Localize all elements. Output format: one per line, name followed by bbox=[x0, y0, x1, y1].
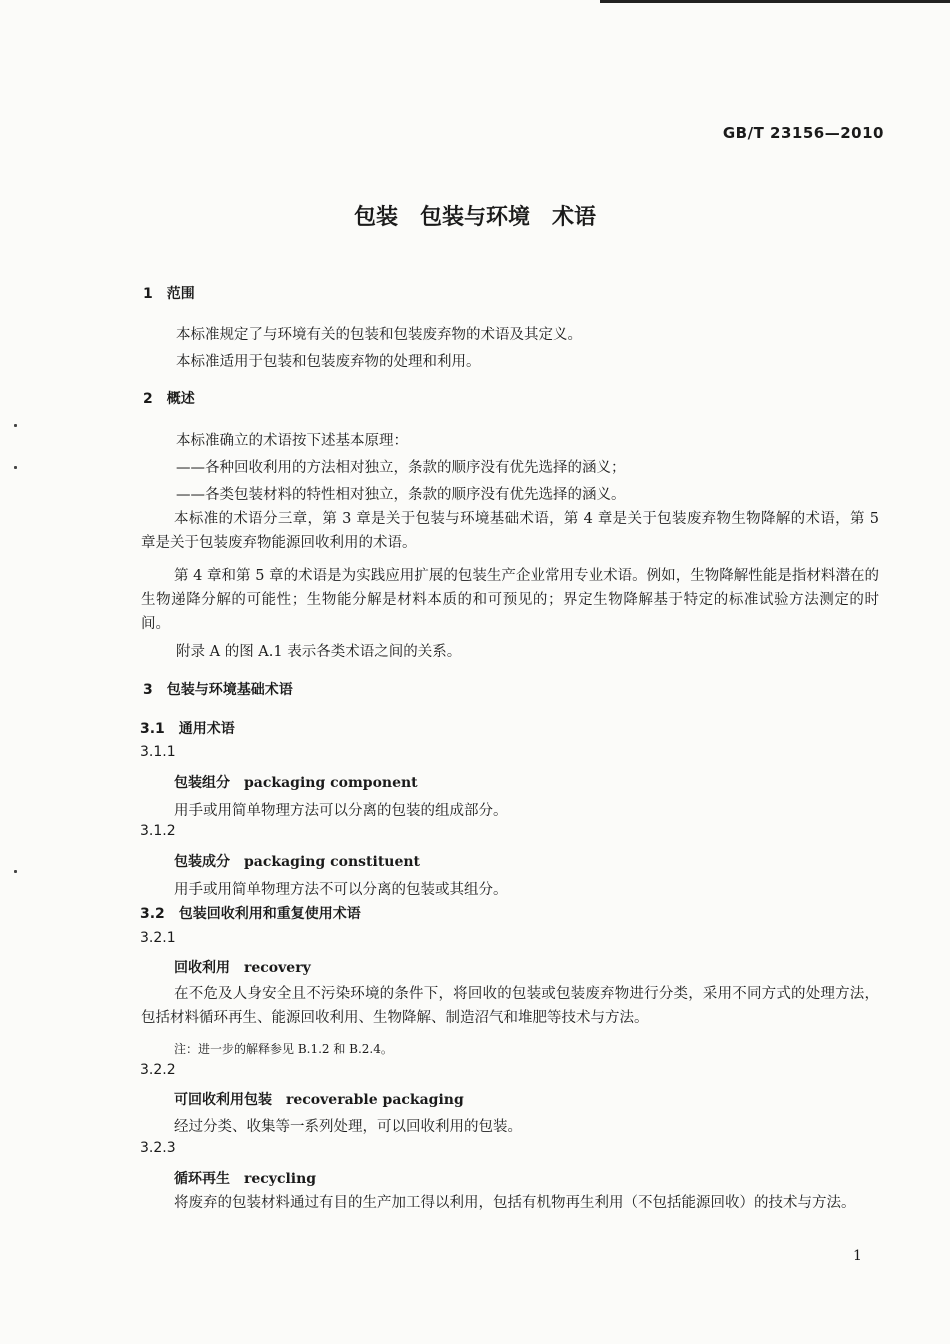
note: 注：进一步的解释参见 B.1.2 和 B.2.4。 bbox=[174, 1042, 393, 1056]
subsection-heading: 3.2 包装回收利用和重复使用术语 bbox=[140, 906, 361, 922]
term-definition: 将废弃的包装材料通过有目的生产加工得以利用，包括有机物再生利用（不包括能源回收）的技术与方法。 bbox=[174, 1195, 856, 1211]
subsection-heading: 3.1 通用术语 bbox=[140, 721, 235, 737]
term-zh: 包装成分 bbox=[174, 854, 230, 870]
term-zh: 可回收利用包装 bbox=[174, 1092, 272, 1108]
term-definition: 在不危及人身安全且不污染环境的条件下，将回收的包装或包装废弃物进行分类，采用不同方式的处理方法，包括材料循环再生、能源回收利用、生物降解、制造沼气和堆肥等技术与方法。 bbox=[141, 986, 879, 1026]
term-zh: 回收利用 bbox=[174, 960, 230, 976]
term-heading bbox=[174, 1168, 316, 1188]
term-heading bbox=[174, 1089, 464, 1109]
term-number: 3.2.3 bbox=[140, 1140, 176, 1156]
term-zh: 循环再生 bbox=[174, 1171, 230, 1187]
term-en: recoverable packaging bbox=[286, 1092, 464, 1108]
term-heading bbox=[174, 851, 420, 871]
section-1-heading: 1 范围 bbox=[143, 286, 195, 302]
term-en: packaging component bbox=[244, 775, 418, 791]
section-3-heading: 3 包装与环境基础术语 bbox=[143, 682, 293, 698]
term-number: 3.1.2 bbox=[140, 823, 176, 839]
scan-speck bbox=[14, 466, 17, 469]
term-heading bbox=[174, 957, 311, 977]
term-number: 3.1.1 bbox=[140, 744, 176, 760]
term-definition: 经过分类、收集等一系列处理，可以回收利用的包装。 bbox=[174, 1119, 522, 1135]
paragraph: 第 4 章和第 5 章的术语是为实践应用扩展的包装生产企业常用专业术语。例如，生物降解性能是指材料潜在的生物递降分解的可能性；生物能分解是材料本质的和可预见的；界定生物降解基于特定的标准试验方法测定的时间。 bbox=[141, 568, 879, 632]
term-definition: 用手或用简单物理方法可以分离的包装的组成部分。 bbox=[174, 803, 508, 819]
term-number: 3.2.2 bbox=[140, 1062, 176, 1078]
dash-item: ——各种回收利用的方法相对独立，条款的顺序没有优先选择的涵义； bbox=[176, 460, 626, 476]
page-title: 包装 包装与环境 术语 bbox=[353, 205, 596, 230]
term-zh: 包装组分 bbox=[174, 775, 230, 791]
paragraph: 本标准确立的术语按下述基本原理： bbox=[176, 433, 408, 449]
dash-item: ——各类包装材料的特性相对独立，条款的顺序没有优先选择的涵义。 bbox=[176, 487, 626, 503]
scan-speck bbox=[14, 424, 17, 427]
standard-code: GB/T 23156—2010 bbox=[722, 124, 884, 142]
scan-edge-line bbox=[600, 0, 950, 3]
paragraph: 本标准适用于包装和包装废弃物的处理和利用。 bbox=[176, 354, 481, 370]
term-en: recovery bbox=[244, 960, 311, 976]
section-2-heading: 2 概述 bbox=[143, 391, 195, 407]
scan-speck bbox=[14, 870, 17, 873]
paragraph: 本标准的术语分三章，第 3 章是关于包装与环境基础术语，第 4 章是关于包装废弃物生物降解的术语，第 5 章是关于包装废弃物能源回收利用的术语。 bbox=[141, 511, 879, 551]
term-number: 3.2.1 bbox=[140, 930, 176, 946]
term-heading bbox=[174, 772, 418, 792]
paragraph: 附录 A 的图 A.1 表示各类术语之间的关系。 bbox=[176, 644, 462, 660]
term-en: recycling bbox=[244, 1171, 317, 1187]
term-definition: 用手或用简单物理方法不可以分离的包装或其组分。 bbox=[174, 882, 508, 898]
term-en: packaging constituent bbox=[244, 854, 421, 870]
paragraph: 本标准规定了与环境有关的包装和包装废弃物的术语及其定义。 bbox=[176, 327, 582, 343]
page-number: 1 bbox=[853, 1248, 862, 1264]
